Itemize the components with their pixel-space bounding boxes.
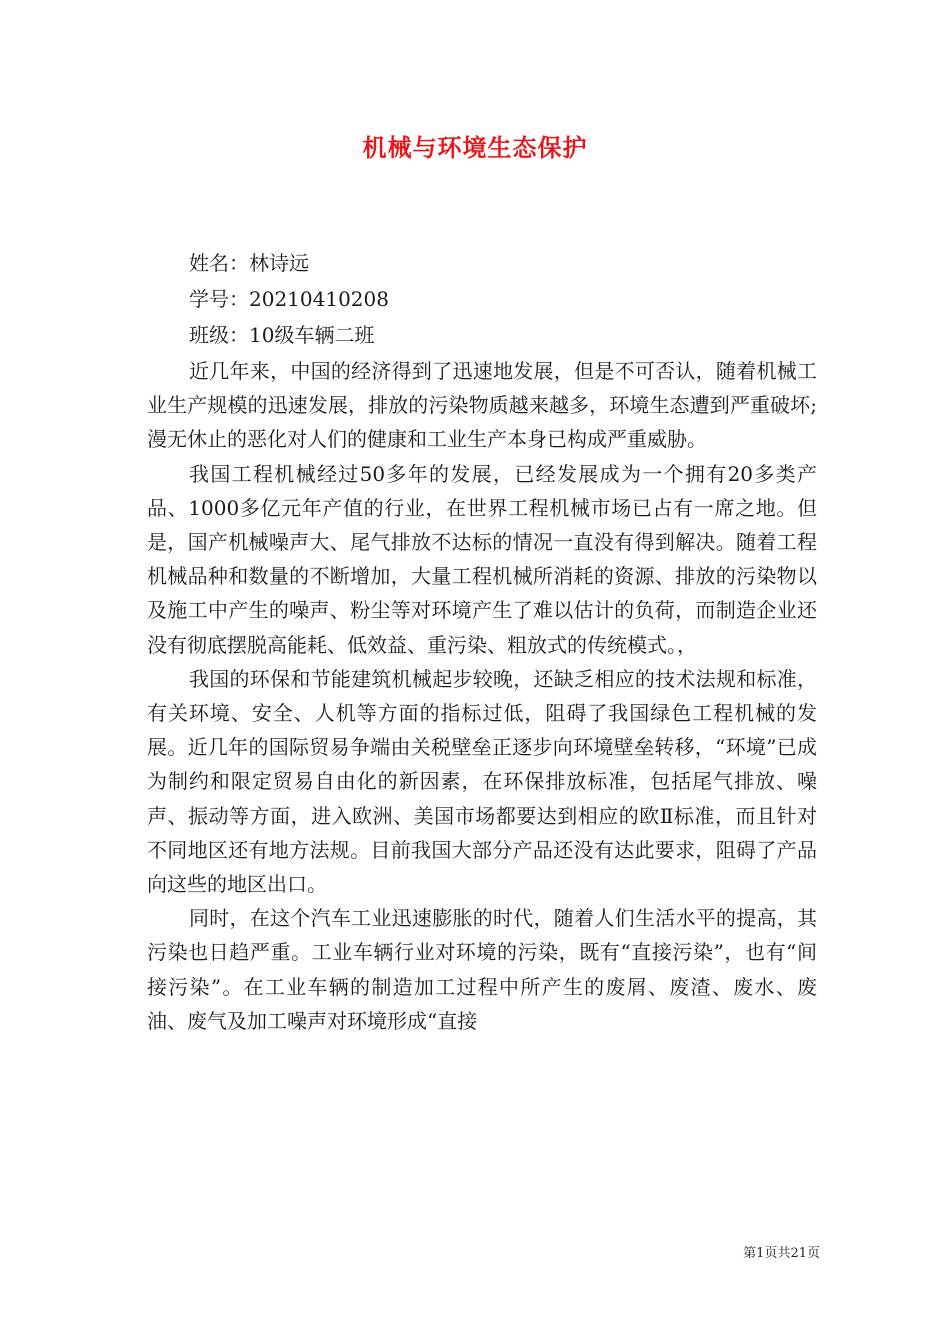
paragraph-1: 近几年来，中国的经济得到了迅速地发展，但是不可否认，随着机械工业生产规模的迅速发展，排放的污染物质越来越多，环境生态遭到严重破坏;漫无休止的恶化对人们的健康和工业生产本身已构成严重威胁。 [147,359,817,452]
paragraph-4: 同时，在这个汽车工业迅速膨胀的时代，随着人们生活水平的提高，其污染也日趋严重。工业车辆行业对环境的污染，既有“直接污染”，也有“间接污染”。在工业车辆的制造加工过程中所产生的废屑、废渣、废水、废油、废气及加工噪声对环境形成“直接 [147,906,817,1033]
paragraph-2: 我国工程机械经过50多年的发展，已经发展成为一个拥有20多类产品、1000多亿元年产值的行业，在世界工程机械市场已占有一席之地。但是，国产机械噪声大、尾气排放不达标的情况一直没有得到解决。随着工程机械品种和数量的不断增加，大量工程机械所消耗的资源、排放的污染物以及施工中产生的噪声、粉尘等对环境产生了难以估计的负荷，而制造企业还没有彻底摆脱高能耗、低效益、重污染、粗放式的传统模式。， [147,461,817,657]
student-name-line: 姓名：林诗远 [189,251,309,275]
student-id-line: 学号：20210410208 [189,287,389,311]
student-class-line: 班级：10级车辆二班 [189,323,375,347]
document-body [147,354,817,1038]
page-number-footer: 第1页共21页 [743,1246,820,1261]
paragraph-3: 我国的环保和节能建筑机械起步较晚，还缺乏相应的技术法规和标准，有关环境、安全、人机等方面的指标过低，阻碍了我国绿色工程机械的发展。近几年的国际贸易争端由关税壁垒正逐步向环境壁垒转移，“环境”已成为制约和限定贸易自由化的新因素，在环保排放标准，包括尾气排放、噪声、振动等方面，进入欧洲、美国市场都要达到相应的欧Ⅱ标准，而且针对不同地区还有地方法规。目前我国大部分产品还没有达此要求，阻碍了产品向这些的地区出口。 [147,666,817,897]
document-title: 机械与环境生态保护 [362,133,588,162]
